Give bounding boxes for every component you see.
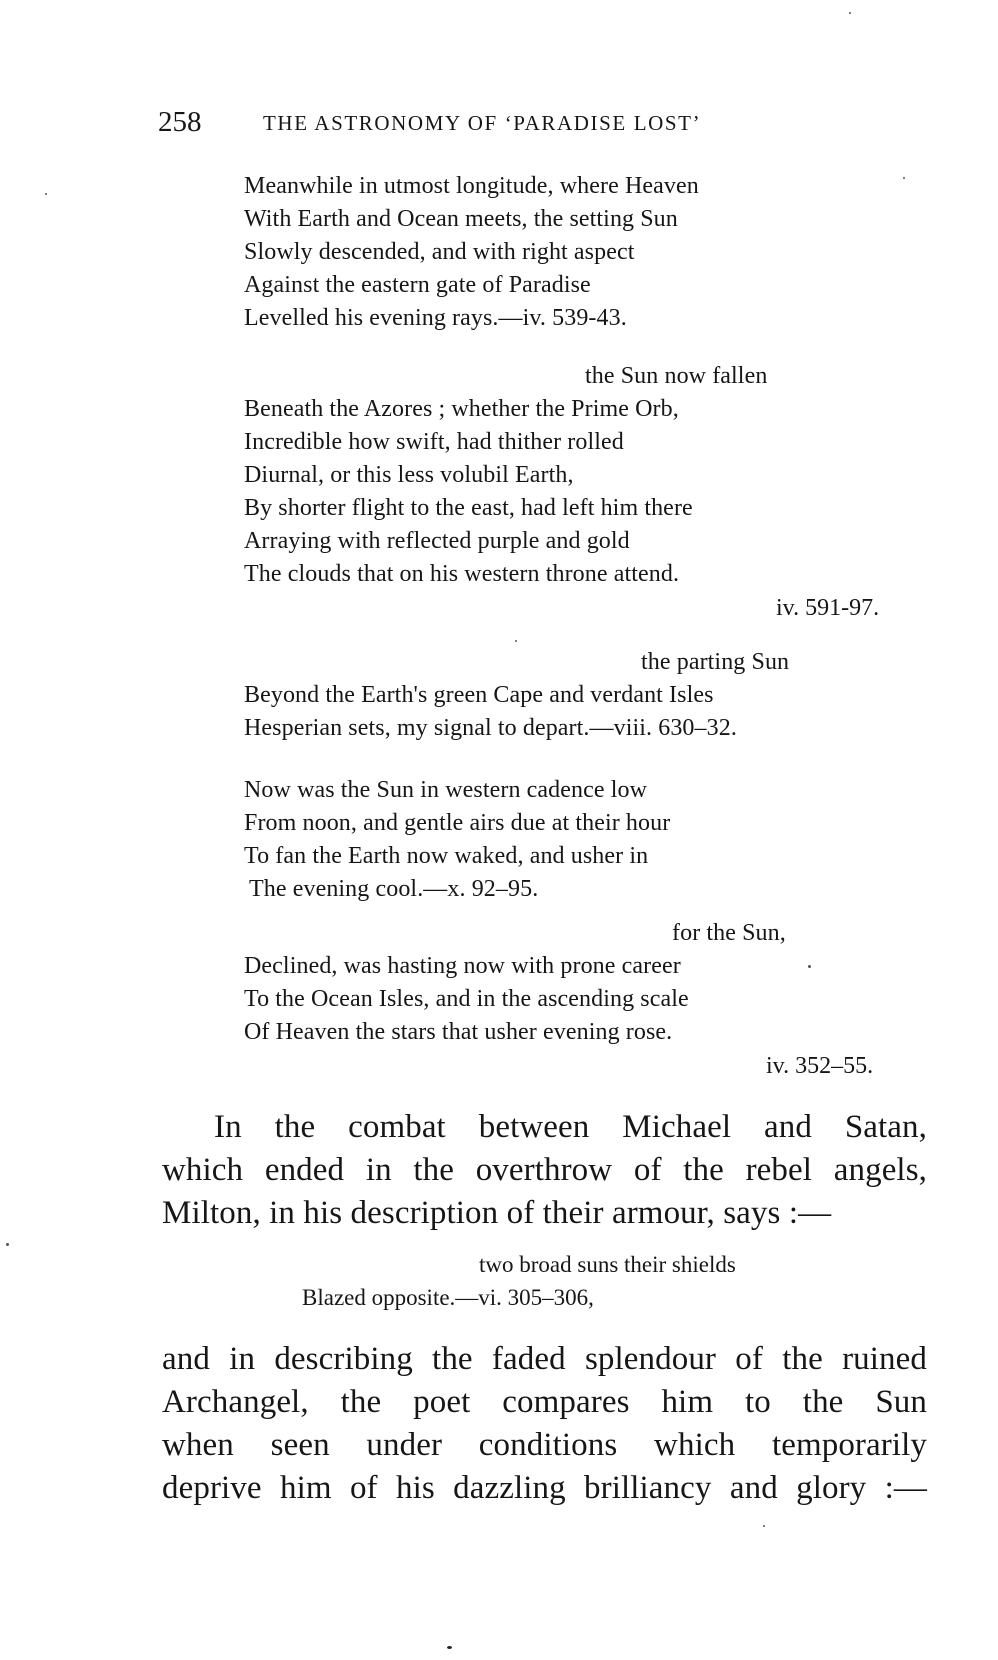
prose-line: which ended in the overthrow of the rebel angels, bbox=[162, 1152, 927, 1188]
verse-line: From noon, and gentle airs due at their hour bbox=[244, 810, 671, 836]
verse-line: Arraying with reflected purple and gold bbox=[244, 528, 630, 554]
verse-line: Slowly descended, and with right aspect bbox=[244, 239, 635, 265]
prose-line: In the combat between Michael and Satan, bbox=[214, 1109, 927, 1145]
verse-line: Beyond the Earth's green Cape and verdant Isles bbox=[244, 682, 714, 708]
prose-line: Milton, in his description of their armour, says :— bbox=[162, 1195, 832, 1231]
verse-line: To fan the Earth now waked, and usher in bbox=[244, 843, 649, 869]
verse-line: Blazed opposite.—vi. 305–306, bbox=[302, 1285, 594, 1310]
verse-line: By shorter flight to the east, had left him there bbox=[244, 495, 693, 521]
running-header bbox=[158, 104, 838, 140]
verse-lead-line: for the Sun, bbox=[672, 920, 786, 946]
running-title: THE ASTRONOMY OF ‘PARADISE LOST’ bbox=[263, 111, 702, 135]
verse-lead-line: two broad suns their shields bbox=[479, 1252, 736, 1277]
page-number: 258 bbox=[158, 106, 202, 138]
verse-line: Hesperian sets, my signal to depart.—viii. 630–32. bbox=[244, 715, 737, 741]
verse-line: To the Ocean Isles, and in the ascending scale bbox=[244, 986, 689, 1012]
prose-line: and in describing the faded splendour of the ruined bbox=[162, 1341, 927, 1377]
citation: iv. 352–55. bbox=[766, 1053, 874, 1079]
verse-line: Beneath the Azores ; whether the Prime Orb, bbox=[244, 396, 679, 422]
scan-speck bbox=[763, 1525, 765, 1527]
verse-line: The evening cool.—x. 92–95. bbox=[249, 876, 539, 902]
scan-speck bbox=[45, 193, 47, 195]
scan-speck bbox=[6, 1243, 9, 1246]
prose-line: when seen under conditions which temporarily bbox=[162, 1427, 927, 1463]
scan-speck bbox=[903, 177, 905, 179]
scan-speck bbox=[808, 965, 811, 968]
verse-line: Meanwhile in utmost longitude, where Heaven bbox=[244, 173, 699, 199]
verse-line: Against the eastern gate of Paradise bbox=[244, 272, 591, 298]
prose-line: deprive him of his dazzling brilliancy and glory :— bbox=[162, 1470, 927, 1506]
verse-lead-line: the parting Sun bbox=[641, 649, 790, 675]
verse-line: Declined, was hasting now with prone career bbox=[244, 953, 681, 979]
verse-line: Diurnal, or this less volubil Earth, bbox=[244, 462, 574, 488]
verse-line: Of Heaven the stars that usher evening rose. bbox=[244, 1019, 673, 1045]
scan-speck bbox=[447, 1646, 452, 1649]
verse-lead-line: the Sun now fallen bbox=[585, 363, 768, 389]
verse-line: The clouds that on his western throne attend. bbox=[244, 561, 680, 587]
verse-line: Incredible how swift, had thither rolled bbox=[244, 429, 624, 455]
verse-line: With Earth and Ocean meets, the setting Sun bbox=[244, 206, 678, 232]
citation: iv. 591-97. bbox=[776, 595, 880, 621]
prose-line: Archangel, the poet compares him to the Sun bbox=[162, 1384, 927, 1420]
verse-line: Now was the Sun in western cadence low bbox=[244, 777, 648, 803]
scan-speck bbox=[515, 640, 517, 642]
verse-line: Levelled his evening rays.—iv. 539-43. bbox=[244, 305, 627, 331]
scan-speck bbox=[849, 12, 851, 14]
